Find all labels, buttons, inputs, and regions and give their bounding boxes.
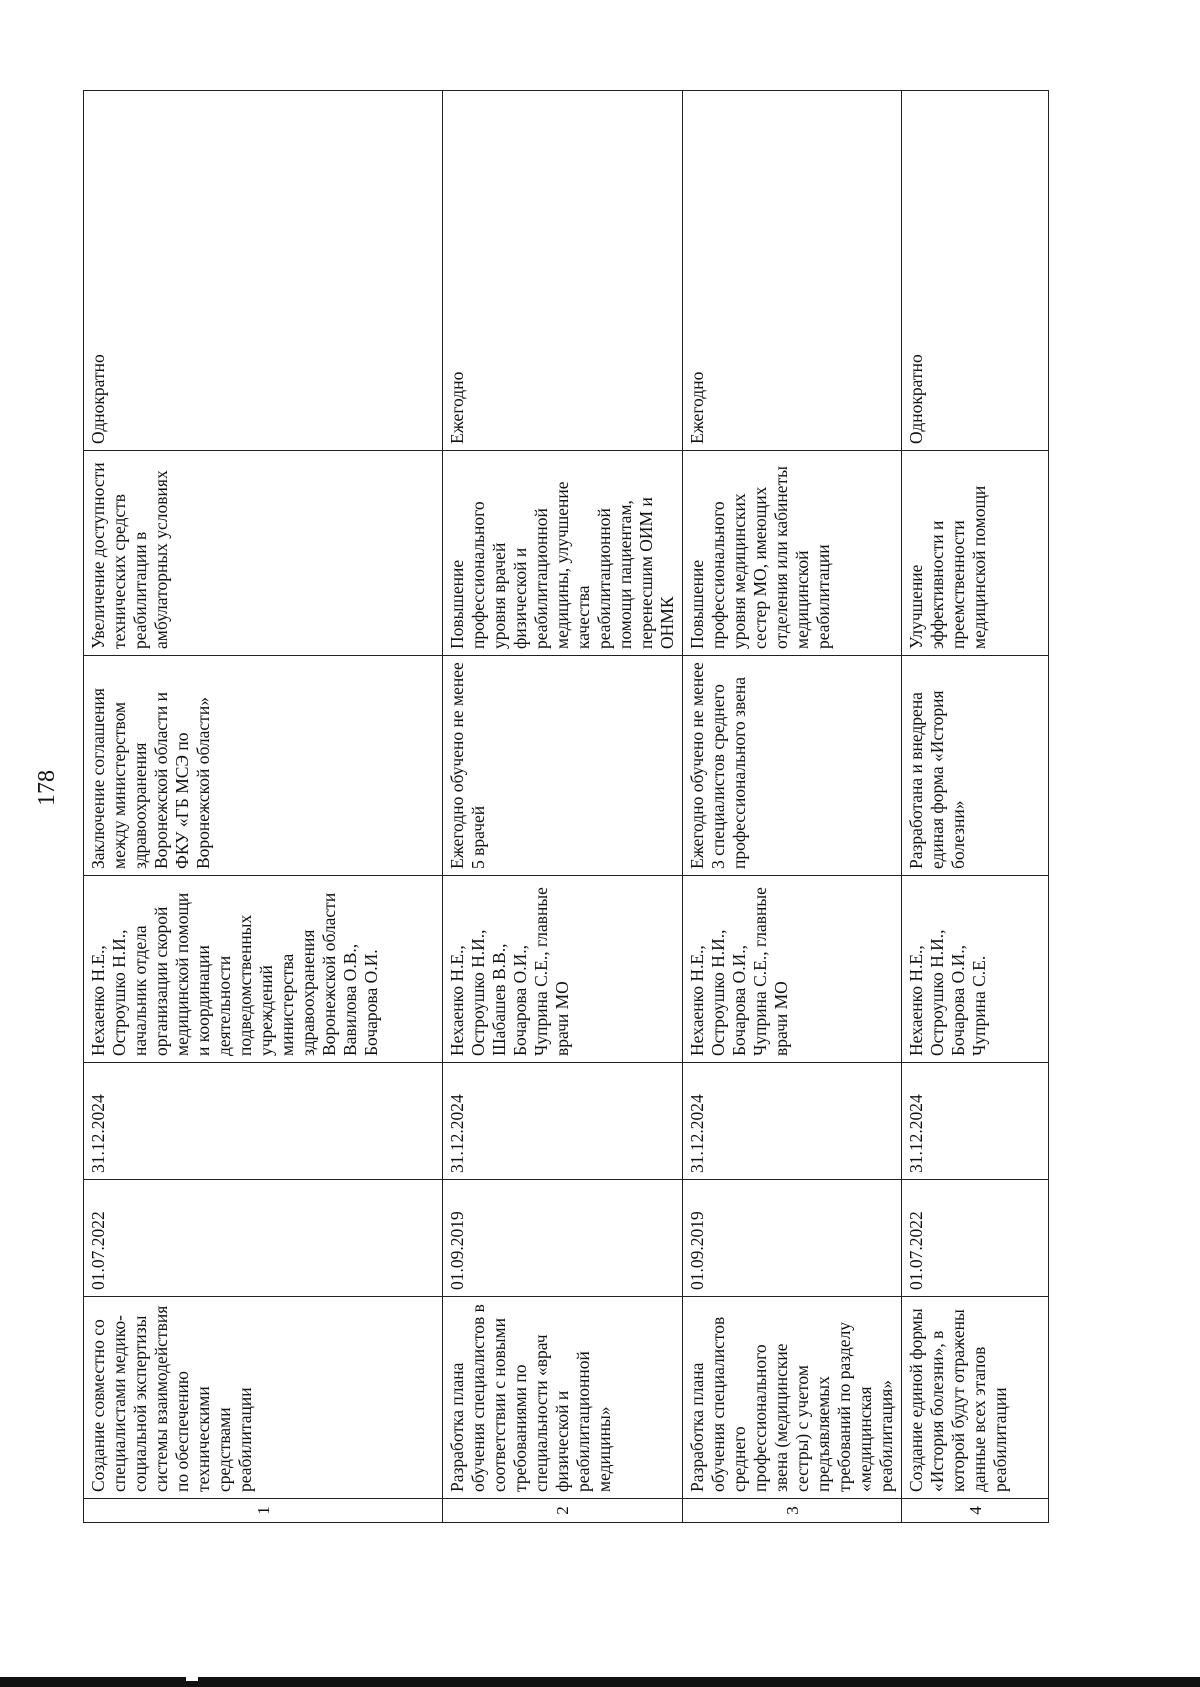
scan-edge-gap <box>186 1677 198 1681</box>
table-row <box>902 91 1049 1523</box>
end-date-cell: 31.12.2024 <box>84 1063 443 1180</box>
start-date-cell: 01.07.2022 <box>902 1180 1049 1297</box>
indicator-cell: Ежегодно обучено не менее 3 специалистов среднего профессионального звена <box>683 656 902 876</box>
task-cell: Разработка плана обучения специалистов в соответствии с новыми требованиями по специальности «врач физической и реабилитационной медицины» <box>443 1297 683 1499</box>
table-row <box>84 91 443 1523</box>
end-date-cell: 31.12.2024 <box>443 1063 683 1180</box>
scan-edge-bar <box>0 1677 1200 1687</box>
start-date-cell: 01.09.2019 <box>443 1180 683 1297</box>
result-cell: Увеличение доступности технических средств реабилитации в амбулаторных условиях <box>84 451 443 656</box>
end-date-cell: 31.12.2024 <box>683 1063 902 1180</box>
measures-table-container <box>83 91 1010 1523</box>
result-cell: Повышение профессионального уровня врачей физической и реабилитационной медицины, улучшение качества реабилитационной помощи пациентам, перенесшим ОИМ и ОНМК <box>443 451 683 656</box>
row-number: 4 <box>902 1499 1049 1523</box>
start-date-cell: 01.09.2019 <box>683 1180 902 1297</box>
indicator-cell: Заключение соглашения между министерством здравоохранения Воронежской области и ФКУ «ГБ МСЭ по Воронежской области» <box>84 656 443 876</box>
table-row <box>683 91 902 1523</box>
responsible-cell: Нехаенко Н.Е., Остроушко Н.И., Бочарова О.И., Чуприна С.Е. <box>902 876 1049 1063</box>
end-date-cell: 31.12.2024 <box>902 1063 1049 1180</box>
task-cell: Создание совместно со специалистами медико-социальной экспертизы системы взаимодействия по обеспечению техническими средствами реабилитации <box>84 1297 443 1499</box>
row-number: 2 <box>443 1499 683 1523</box>
row-number: 1 <box>84 1499 443 1523</box>
frequency-cell: Однократно <box>902 91 1049 451</box>
frequency-cell: Однократно <box>84 91 443 451</box>
task-cell: Разработка плана обучения специалистов среднего профессионального звена (медицинские сестры) с учетом предъявляемых требований по разделу «медицинская реабилитация» <box>683 1297 902 1499</box>
page-number: 178 <box>34 770 60 806</box>
frequency-cell: Ежегодно <box>443 91 683 451</box>
table-row <box>443 91 683 1523</box>
frequency-cell: Ежегодно <box>683 91 902 451</box>
row-number: 3 <box>683 1499 902 1523</box>
result-cell: Повышение профессионального уровня медицинских сестер МО, имеющих отделения или кабинеты медицинской реабилитации <box>683 451 902 656</box>
result-cell: Улучшение эффективности и преемственности медицинской помощи <box>902 451 1049 656</box>
task-cell: Создание единой формы «История болезни», в которой будут отражены данные всех этапов реабилитации <box>902 1297 1049 1499</box>
responsible-cell: Нехаенко Н.Е., Остроушко Н.И., Шабашев В.В., Бочарова О.И., Чуприна С.Е., главные врачи МО <box>443 876 683 1063</box>
start-date-cell: 01.07.2022 <box>84 1180 443 1297</box>
indicator-cell: Разработана и внедрена единая форма «История болезни» <box>902 656 1049 876</box>
measures-table <box>83 90 1049 1523</box>
responsible-cell: Нехаенко Н.Е., Остроушко Н.И., начальник отдела организации скорой медицинской помощи и координации деятельности подведомственных учреждений министерства здравоохранения Воронежской области Вавилова О.В., Бочарова О.И. <box>84 876 443 1063</box>
indicator-cell: Ежегодно обучено не менее 5 врачей <box>443 656 683 876</box>
responsible-cell: Нехаенко Н.Е., Остроушко Н.И., Бочарова О.И., Чуприна С.Е., главные врачи МО <box>683 876 902 1063</box>
